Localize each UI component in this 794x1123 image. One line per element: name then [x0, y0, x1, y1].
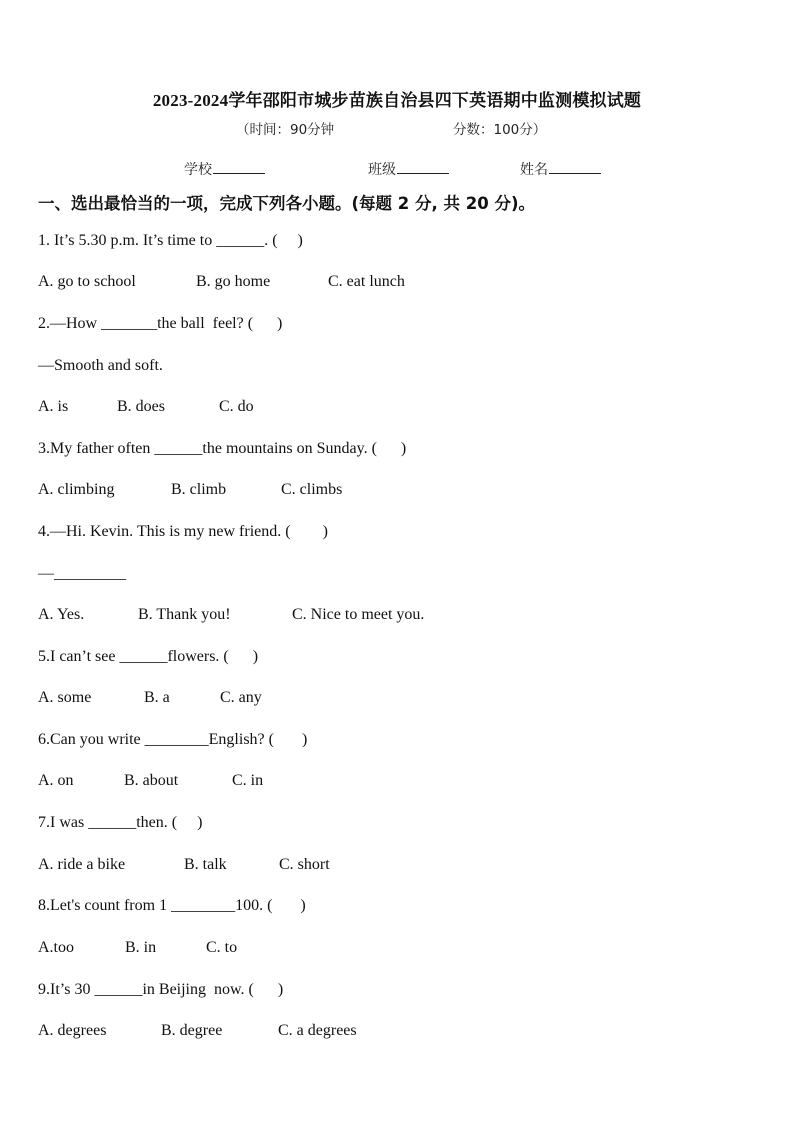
- option-c[interactable]: C. eat lunch: [328, 273, 405, 290]
- class-blank[interactable]: [397, 161, 449, 174]
- option-a[interactable]: A. climbing: [38, 481, 115, 498]
- question-3-options: [38, 481, 342, 499]
- question-5-options: [38, 689, 262, 707]
- exam-time: （时间：90分钟: [236, 122, 335, 138]
- option-a[interactable]: A. degrees: [38, 1022, 107, 1039]
- question-4-stem: 4.—Hi. Kevin. This is my new friend. ( ): [38, 523, 328, 540]
- option-a[interactable]: A. Yes.: [38, 606, 85, 623]
- option-a[interactable]: A. go to school: [38, 273, 136, 290]
- question-1-options: [38, 273, 405, 291]
- option-c[interactable]: C. climbs: [281, 481, 343, 498]
- question-2-stem: 2.—How _______the ball feel? ( ): [38, 315, 283, 332]
- option-c[interactable]: C. short: [279, 856, 330, 873]
- option-b[interactable]: B. a: [144, 689, 170, 706]
- school-label: 学校: [184, 162, 212, 178]
- option-c[interactable]: C. Nice to meet you.: [292, 606, 425, 623]
- question-1-stem: 1. It’s 5.30 p.m. It’s time to ______. ( ): [38, 232, 303, 249]
- option-b[interactable]: B. go home: [196, 273, 271, 290]
- option-a[interactable]: A. on: [38, 772, 74, 789]
- page-title: 2023-2024学年邵阳市城步苗族自治县四下英语期中监测模拟试题: [152, 91, 642, 110]
- option-c[interactable]: C. a degrees: [278, 1022, 357, 1039]
- option-a[interactable]: A. some: [38, 689, 92, 706]
- question-9-stem: 9.It’s 30 ______in Beijing now. ( ): [38, 981, 284, 998]
- question-7-stem: 7.I was ______then. ( ): [38, 814, 203, 831]
- question-4-options: [38, 606, 424, 624]
- option-b[interactable]: B. climb: [171, 481, 227, 498]
- school-blank[interactable]: [213, 161, 265, 174]
- name-field[interactable]: [520, 159, 601, 179]
- question-2-options: [38, 398, 254, 416]
- option-b[interactable]: B. degree: [161, 1022, 223, 1039]
- question-5-stem: 5.I can’t see ______flowers. ( ): [38, 648, 259, 665]
- question-6-options: [38, 772, 263, 790]
- question-9-options: [38, 1022, 357, 1040]
- question-2-reply: —Smooth and soft.: [38, 357, 163, 374]
- question-7-options: [38, 856, 330, 874]
- question-8-options: [38, 939, 237, 957]
- option-a[interactable]: A. ride a bike: [38, 856, 126, 873]
- option-b[interactable]: B. Thank you!: [138, 606, 231, 623]
- question-6-stem: 6.Can you write ________English? ( ): [38, 731, 308, 748]
- option-a[interactable]: A.too: [38, 939, 74, 956]
- question-3-stem: 3.My father often ______the mountains on Sunday. ( ): [38, 440, 407, 457]
- option-b[interactable]: B. in: [125, 939, 157, 956]
- option-c[interactable]: C. to: [206, 939, 238, 956]
- class-label: 班级: [368, 162, 396, 178]
- option-b[interactable]: B. about: [124, 772, 179, 789]
- option-b[interactable]: B. talk: [184, 856, 227, 873]
- option-c[interactable]: C. any: [220, 689, 262, 706]
- question-4-reply: —_________: [38, 565, 126, 582]
- name-blank[interactable]: [549, 161, 601, 174]
- exam-score: 分数：100分）: [453, 122, 547, 138]
- class-field[interactable]: [368, 159, 449, 179]
- question-8-stem: 8.Let's count from 1 ________100. ( ): [38, 897, 306, 914]
- option-a[interactable]: A. is: [38, 398, 69, 415]
- option-c[interactable]: C. do: [219, 398, 254, 415]
- option-b[interactable]: B. does: [117, 398, 165, 415]
- name-label: 姓名: [520, 162, 548, 178]
- school-field[interactable]: [184, 159, 265, 179]
- section-heading: 一、选出最恰当的一项，完成下列各小题。(每题 2 分, 共 20 分)。: [38, 194, 536, 213]
- option-c[interactable]: C. in: [232, 772, 264, 789]
